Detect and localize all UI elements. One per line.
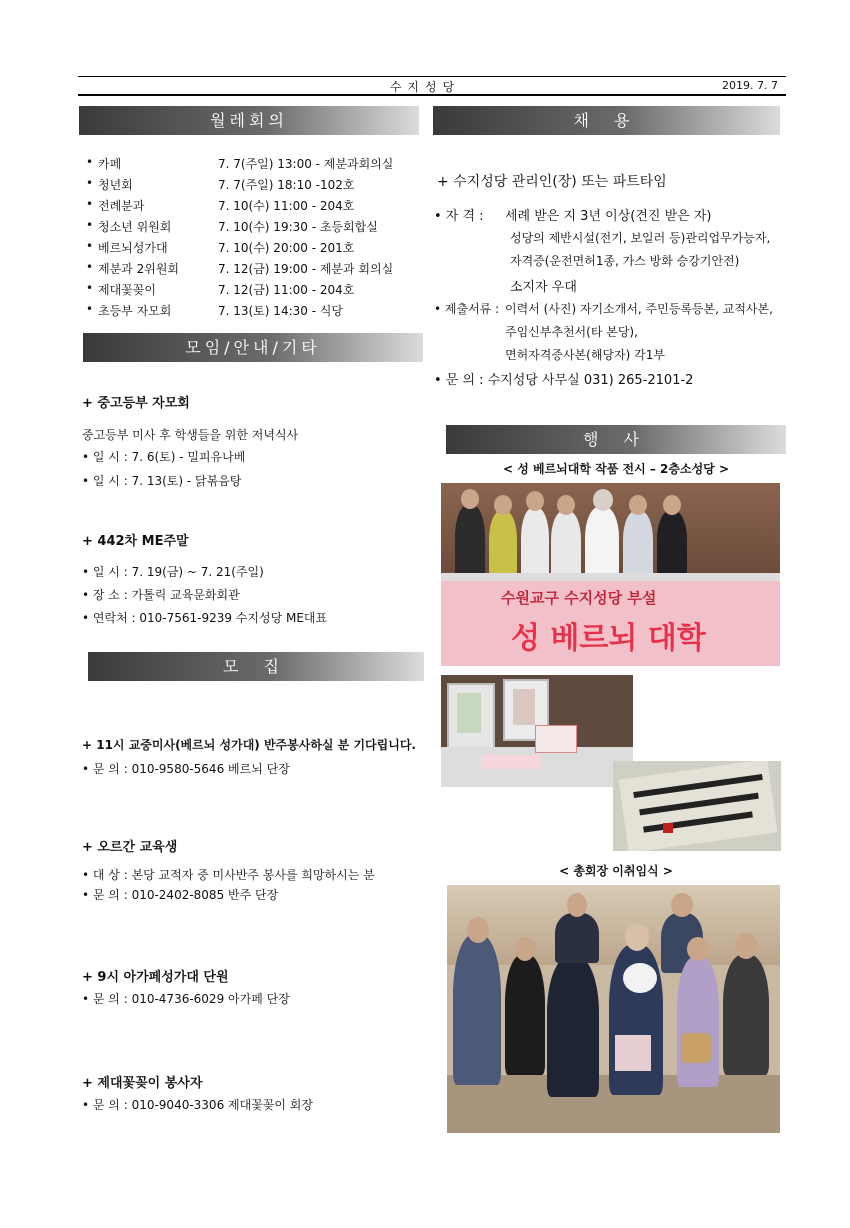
- recruit-docs-label: • 제출서류 :: [434, 302, 500, 316]
- photo-craft-frames: [441, 675, 633, 787]
- gather-line: • 대 상 : 본당 교적자 중 미사반주 봉사를 희망하시는 분: [82, 868, 375, 882]
- section-banner-meetings: 월레회의: [79, 106, 419, 135]
- gather-title: + 오르간 교육생: [82, 840, 178, 855]
- recruit-qual-line: 성당의 제반시설(전기, 보일러 등)관리업무가능자,: [510, 231, 771, 245]
- exhibition-banner-title: 성 베르뇌 대학: [511, 621, 706, 656]
- notice-line: • 일 시 : 7. 6(토) - 밀피유나베: [82, 450, 246, 464]
- section-banner-recruit: 채 용: [433, 106, 780, 135]
- section-banner-event: 행 사: [446, 425, 786, 454]
- meeting-row: • 초등부 자모회 7. 13(토) 14:30 - 식당: [86, 302, 344, 318]
- event-caption-exhibition: < 성 베르뇌대학 작품 전시 – 2층소성당 >: [503, 462, 729, 476]
- gather-title: + 9시 아가페성가대 단원: [82, 970, 229, 985]
- recruit-docs-line: 면허자격증사본(해당자) 각1부: [505, 348, 665, 362]
- recruit-qual-line: 세례 받은 지 3년 이상(견진 받은 자): [505, 209, 712, 224]
- gather-line: • 문 의 : 010-9040-3306 제대꽃꽂이 회장: [82, 1098, 313, 1112]
- notice-line: • 일 시 : 7. 13(토) - 닭볶음탕: [82, 474, 242, 488]
- recruit-docs-line: 주임신부추천서(타 본당),: [505, 325, 638, 339]
- notice-line: • 장 소 : 가톨릭 교육문화회관: [82, 588, 240, 602]
- gather-line: • 문 의 : 010-2402-8085 반주 단장: [82, 888, 279, 902]
- issue-date: 2019. 7. 7: [722, 79, 778, 92]
- event-caption-ceremony: < 총회장 이취임식 >: [559, 864, 673, 878]
- photo-calligraphy: [613, 761, 781, 851]
- meeting-row: • 제대꽃꽂이 7. 12(금) 11:00 - 204호: [86, 281, 355, 297]
- meeting-row: • 전례분과 7. 10(수) 11:00 - 204호: [86, 197, 355, 213]
- meeting-row: • 청년회 7. 7(주일) 18:10 -102호: [86, 176, 355, 192]
- notice-line: • 일 시 : 7. 19(금) ~ 7. 21(주일): [82, 565, 264, 579]
- gather-title: + 제대꽃꽂이 봉사자: [82, 1076, 203, 1091]
- notice-title-parents: + 중고등부 자모회: [82, 396, 190, 411]
- recruit-qual-label: • 자 격 :: [434, 209, 484, 224]
- recruit-qual-line: 자격증(운전면허1종, 가스 방화 승강기안전): [510, 254, 740, 268]
- recruit-contact: • 문 의 : 수지성당 사무실 031) 265-2101-2: [434, 373, 694, 388]
- meeting-row: • 제분과 2위원회 7. 12(금) 19:00 - 제분과 회의실: [86, 260, 394, 276]
- section-banner-gather: 모 집: [88, 652, 424, 681]
- meeting-row: • 카페 7. 7(주일) 13:00 - 제분과회의실: [86, 155, 394, 171]
- notice-title-me: + 442차 ME주말: [82, 534, 189, 549]
- meeting-row: • 청소년 위원회 7. 10(수) 19:30 - 초등회합실: [86, 218, 378, 234]
- photo-ceremony-group: [447, 885, 780, 1133]
- exhibition-banner-text: 수원교구 수지성당 부설: [501, 589, 657, 607]
- recruit-title: + 수지성당 관리인(장) 또는 파트타임: [437, 174, 667, 190]
- meeting-row: • 베르뇌성가대 7. 10(수) 20:00 - 201호: [86, 239, 355, 255]
- recruit-docs-line: 이력서 (사진) 자기소개서, 주민등록등본, 교적사본,: [505, 302, 773, 316]
- notice-line: • 연락처 : 010-7561-9239 수지성당 ME대표: [82, 611, 328, 625]
- gather-title: + 11시 교중미사(베르뇌 성가대) 반주봉사하실 분 기다립니다.: [82, 738, 416, 752]
- header-bottom-rule: [78, 94, 786, 96]
- page-title: 수지성당: [389, 80, 461, 94]
- gather-line: • 문 의 : 010-4736-6029 아가페 단장: [82, 992, 290, 1006]
- photo-exhibition-group: [441, 483, 780, 666]
- header-top-rule: [78, 76, 786, 77]
- gather-line: • 문 의 : 010-9580-5646 베르뇌 단장: [82, 762, 290, 776]
- notice-desc: 중고등부 미사 후 학생들을 위한 저녁식사: [82, 428, 299, 442]
- recruit-qual-line: 소지자 우대: [510, 280, 577, 295]
- section-banner-notice: 모임/안내/기타: [83, 333, 423, 362]
